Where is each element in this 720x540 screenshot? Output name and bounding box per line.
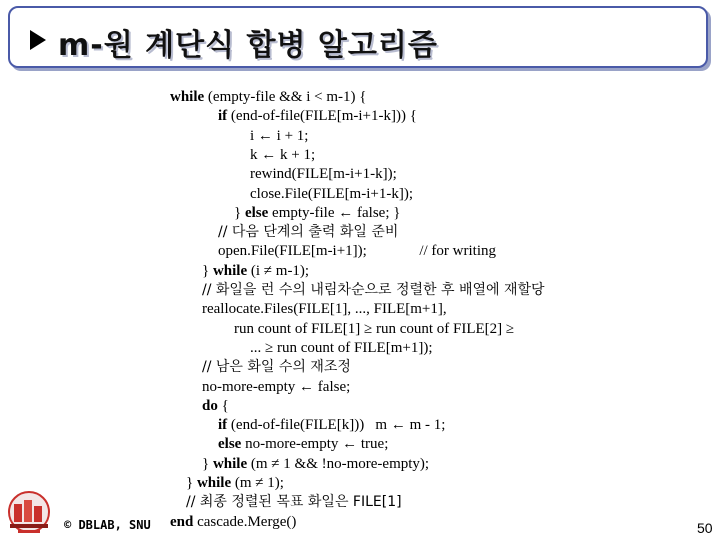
- code-text: k ← k + 1;: [250, 146, 316, 163]
- code-line: [170, 88, 366, 107]
- code-line: [202, 358, 351, 377]
- code-keyword: if: [218, 417, 228, 434]
- code-text: close.File(FILE[m-i+1-k]);: [250, 185, 414, 202]
- code-text: no-more-empty ← true;: [241, 436, 389, 453]
- code-line: [186, 493, 402, 512]
- code-text: empty-file ← false; }: [268, 204, 401, 221]
- code-line: [250, 165, 397, 184]
- code-keyword: end: [170, 513, 194, 530]
- code-text: {: [217, 397, 229, 414]
- code-text: (empty-file && i < m-1) {: [204, 89, 367, 105]
- code-text: }: [202, 455, 213, 472]
- code-text: (end-of-file(FILE[m-i+1-k])) {: [227, 108, 417, 125]
- code-comment: // 화일을 런 수의 내림차순으로 정렬한 후 배열에 재할당: [202, 282, 545, 298]
- code-keyword: else: [218, 436, 242, 453]
- code-text: ... ≥ run count of FILE[m+1]);: [250, 339, 433, 356]
- code-keyword: else: [244, 204, 269, 221]
- code-text: (m ≠ 1 && !no-more-empty);: [247, 455, 430, 472]
- code-line: [250, 127, 308, 146]
- code-line: [202, 262, 309, 281]
- code-line: [234, 204, 400, 223]
- code-comment: // 최종 정렬된 목표 화일은 FILE[1]: [186, 494, 402, 511]
- code-text: reallocate.Files(FILE[1], ..., FILE[m+1],: [202, 301, 447, 318]
- code-keyword: if: [218, 108, 228, 125]
- code-comment: // 다음 단계의 출력 화일 준비: [218, 224, 399, 241]
- code-line: [202, 397, 229, 416]
- code-keyword: while: [212, 262, 248, 279]
- code-line: [234, 320, 514, 339]
- code-keyword: while: [196, 475, 232, 491]
- code-text: }: [202, 262, 213, 279]
- code-text: no-more-empty ← false;: [202, 378, 351, 395]
- code-text: run count of FILE[1] ≥ run count of FILE[2] ≥: [234, 320, 515, 337]
- code-keyword: while: [170, 89, 205, 105]
- code-text: }: [186, 475, 197, 491]
- code-text: rewind(FILE[m-i+1-k]);: [250, 166, 397, 183]
- code-line: [218, 107, 417, 126]
- page-number: 50: [697, 520, 713, 536]
- code-comment: // 남은 화일 수의 재조정: [202, 359, 351, 376]
- code-text: i ← i + 1;: [250, 127, 309, 144]
- slide-title: m-원 계단식 합병 알고리즘: [58, 28, 438, 63]
- copyright-credit: © DBLAB, SNU: [64, 518, 151, 532]
- code-line: [250, 339, 433, 358]
- code-text: (end-of-file(FILE[k])) m ← m - 1;: [227, 417, 446, 434]
- code-text: cascade.Merge(): [193, 513, 297, 530]
- code-line: [218, 242, 496, 261]
- code-text: }: [234, 204, 245, 221]
- code-line: [202, 281, 545, 300]
- code-line: [170, 513, 296, 532]
- code-text: (m ≠ 1);: [231, 475, 284, 491]
- lab-logo: [4, 490, 54, 536]
- code-keyword: do: [202, 397, 218, 414]
- code-line: [218, 435, 388, 454]
- code-line: [218, 416, 445, 435]
- code-line: [186, 474, 284, 493]
- code-line: [202, 300, 447, 319]
- code-line: [250, 146, 315, 165]
- code-line: [218, 223, 398, 242]
- code-line: [202, 455, 429, 474]
- code-line: [202, 378, 350, 397]
- code-text: (i ≠ m-1);: [247, 262, 310, 279]
- code-line: [250, 185, 413, 204]
- code-text: open.File(FILE[m-i+1]); // for writing: [218, 243, 496, 260]
- code-keyword: while: [212, 455, 248, 472]
